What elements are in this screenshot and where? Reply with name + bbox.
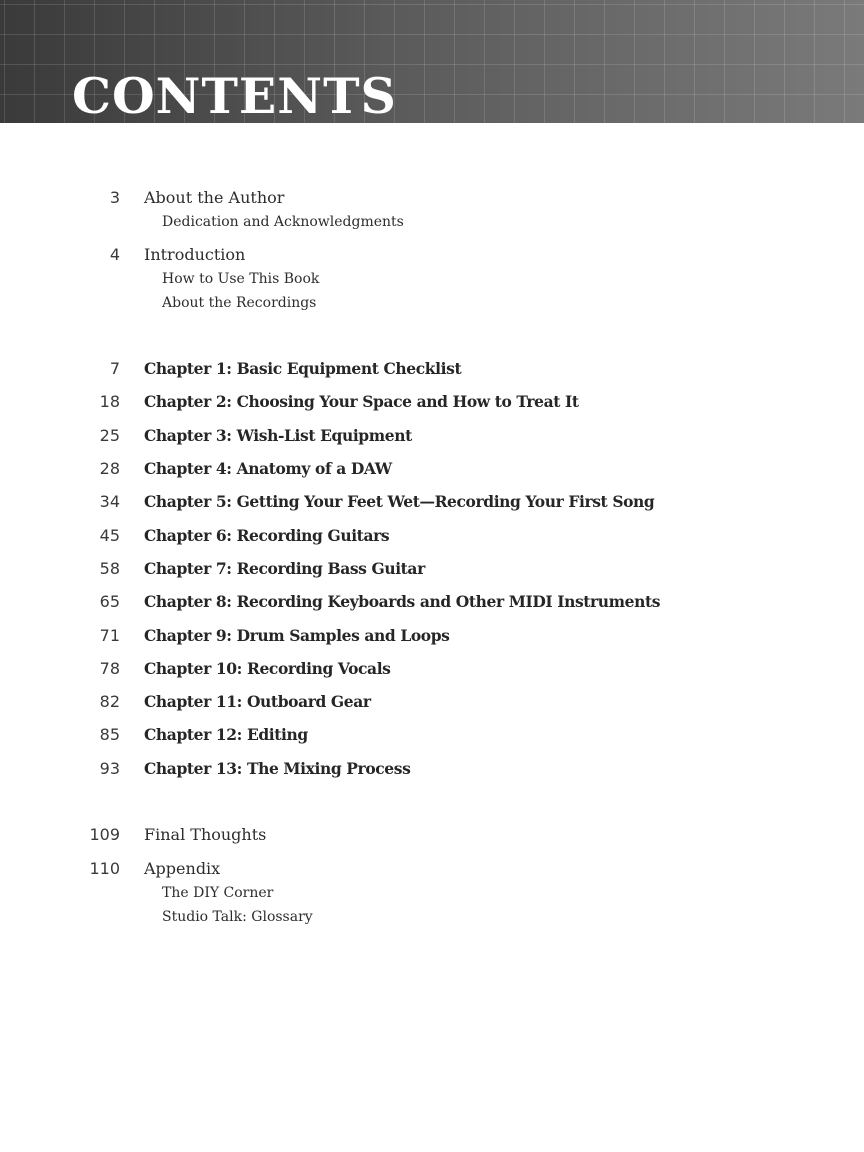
toc-entry-introduction[interactable] (0, 243, 864, 267)
toc-chapter-13[interactable] (0, 757, 864, 781)
page-number: 3 (109, 188, 120, 207)
page-number: 34 (99, 492, 120, 511)
toc-subitem-glossary[interactable]: Studio Talk: Glossary (162, 909, 313, 925)
page-number: 78 (99, 659, 120, 678)
toc-chapter-2[interactable] (0, 390, 864, 414)
page-number: 109 (89, 825, 120, 844)
toc-chapter-9[interactable] (0, 624, 864, 648)
chapter-title: Chapter 6: Recording Guitars (144, 526, 390, 545)
chapter-title: Chapter 13: The Mixing Process (144, 759, 411, 778)
toc-chapter-10[interactable] (0, 657, 864, 681)
entry-title: Appendix (144, 859, 221, 878)
chapter-title: Chapter 4: Anatomy of a DAW (144, 459, 392, 478)
toc-chapter-1[interactable] (0, 357, 864, 381)
page-number: 18 (99, 392, 120, 411)
page-number: 93 (99, 759, 120, 778)
entry-title: Introduction (144, 245, 246, 264)
page-number: 7 (109, 359, 120, 378)
page-number: 4 (109, 245, 120, 264)
toc-subitem-about-recordings[interactable]: About the Recordings (162, 295, 317, 311)
page-number: 58 (99, 559, 120, 578)
page-number: 65 (99, 592, 120, 611)
page-number: 71 (99, 626, 120, 645)
chapter-title: Chapter 8: Recording Keyboards and Other MIDI Instruments (144, 592, 661, 611)
chapter-title: Chapter 1: Basic Equipment Checklist (144, 359, 462, 378)
toc-chapter-5[interactable] (0, 490, 864, 514)
chapter-title: Chapter 2: Choosing Your Space and How to Treat It (144, 392, 579, 411)
header-band (0, 0, 864, 123)
chapter-title: Chapter 3: Wish-List Equipment (144, 426, 412, 445)
chapter-title: Chapter 9: Drum Samples and Loops (144, 626, 450, 645)
toc-chapter-12[interactable] (0, 723, 864, 747)
toc-subitem-how-to-use[interactable]: How to Use This Book (162, 271, 320, 287)
page-number: 85 (99, 725, 120, 744)
toc-entry-final-thoughts[interactable] (0, 823, 864, 847)
page-title: CONTENTS (72, 67, 397, 125)
chapter-title: Chapter 7: Recording Bass Guitar (144, 559, 425, 578)
page-number: 110 (89, 859, 120, 878)
chapter-title: Chapter 5: Getting Your Feet Wet—Recording Your First Song (144, 492, 655, 511)
chapter-title: Chapter 11: Outboard Gear (144, 692, 371, 711)
entry-title: Final Thoughts (144, 825, 267, 844)
toc-entry-appendix[interactable] (0, 857, 864, 881)
chapter-title: Chapter 12: Editing (144, 725, 308, 744)
toc-subitem-dedication[interactable]: Dedication and Acknowledgments (162, 214, 404, 230)
page-number: 28 (99, 459, 120, 478)
page-number: 25 (99, 426, 120, 445)
toc-chapter-6[interactable] (0, 524, 864, 548)
toc-chapter-8[interactable] (0, 590, 864, 614)
page-number: 45 (99, 526, 120, 545)
toc-chapter-3[interactable] (0, 424, 864, 448)
toc-chapter-4[interactable] (0, 457, 864, 481)
page-number: 82 (99, 692, 120, 711)
chapter-title: Chapter 10: Recording Vocals (144, 659, 391, 678)
toc-entry-about-author[interactable] (0, 186, 864, 210)
toc-chapter-11[interactable] (0, 690, 864, 714)
entry-title: About the Author (144, 188, 285, 207)
toc-subitem-diy-corner[interactable]: The DIY Corner (162, 885, 274, 901)
toc-chapter-7[interactable] (0, 557, 864, 581)
